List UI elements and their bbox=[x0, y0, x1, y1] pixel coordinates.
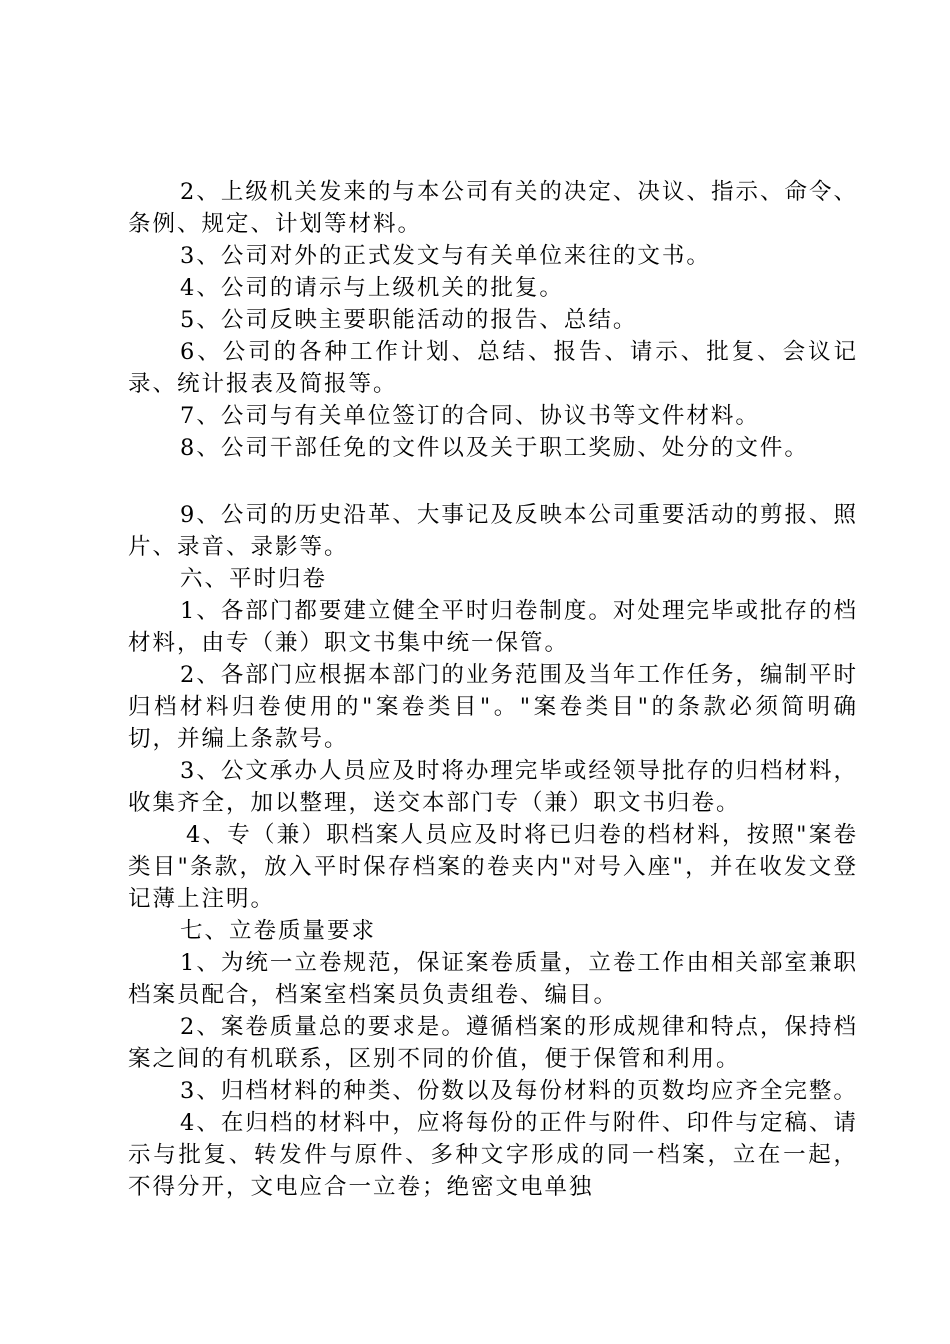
paragraph-item-6: 6、公司的各种工作计划、总结、报告、请示、批复、会议记录、统计报表及简报等。 bbox=[128, 339, 858, 397]
paragraph-7-3: 3、归档材料的种类、份数以及每份材料的页数均应齐全完整。 bbox=[180, 1078, 858, 1104]
section-heading-6: 六、平时归卷 bbox=[180, 566, 328, 592]
paragraph-6-1: 1、各部门都要建立健全平时归卷制度。对处理完毕或批存的档材料，由专（兼）职文书集中统一保管。 bbox=[128, 598, 858, 656]
paragraph-item-3: 3、公司对外的正式发文与有关单位来往的文书。 bbox=[180, 243, 711, 269]
document-page bbox=[128, 176, 858, 1203]
paragraph-item-7: 7、公司与有关单位签订的合同、协议书等文件材料。 bbox=[180, 403, 760, 429]
paragraph-7-2: 2、案卷质量总的要求是。遵循档案的形成规律和特点，保持档案之间的有机联系，区别不同的价值，便于保管和利用。 bbox=[128, 1014, 858, 1072]
paragraph-item-4: 4、公司的请示与上级机关的批复。 bbox=[180, 275, 564, 301]
paragraph-7-1: 1、为统一立卷规范，保证案卷质量，立卷工作由相关部室兼职档案员配合，档案室档案员负责组卷、编目。 bbox=[128, 950, 858, 1008]
paragraph-item-9: 9、公司的历史沿革、大事记及反映本公司重要活动的剪报、照片、录音、录影等。 bbox=[128, 502, 858, 560]
paragraph-item-2: 2、上级机关发来的与本公司有关的决定、决议、指示、命令、条例、规定、计划等材料。 bbox=[128, 179, 858, 237]
paragraph-7-4: 4、在归档的材料中，应将每份的正件与附件、印件与定稿、请示与批复、转发件与原件、多种文字形成的同一档案，立在一起，不得分开，文电应合一立卷；绝密文电单独 bbox=[128, 1110, 858, 1200]
paragraph-6-4: 4、专（兼）职档案人员应及时将已归卷的档材料，按照"案卷类目"条款，放入平时保存档案的卷夹内"对号入座"，并在收发文登记薄上注明。 bbox=[128, 822, 858, 912]
paragraph-gap bbox=[128, 464, 858, 499]
paragraph-item-8: 8、公司干部任免的文件以及关于职工奖励、处分的文件。 bbox=[180, 435, 809, 461]
paragraph-6-2: 2、各部门应根据本部门的业务范围及当年工作任务，编制平时归档材料归卷使用的"案卷类目"。"案卷类目"的条款必须简明确切，并编上条款号。 bbox=[128, 662, 858, 752]
paragraph-item-5: 5、公司反映主要职能活动的报告、总结。 bbox=[180, 307, 638, 333]
paragraph-6-3: 3、公文承办人员应及时将办理完毕或经领导批存的归档材料，收集齐全，加以整理，送交本部门专（兼）职文书归卷。 bbox=[128, 758, 858, 816]
section-heading-7: 七、立卷质量要求 bbox=[180, 918, 377, 944]
